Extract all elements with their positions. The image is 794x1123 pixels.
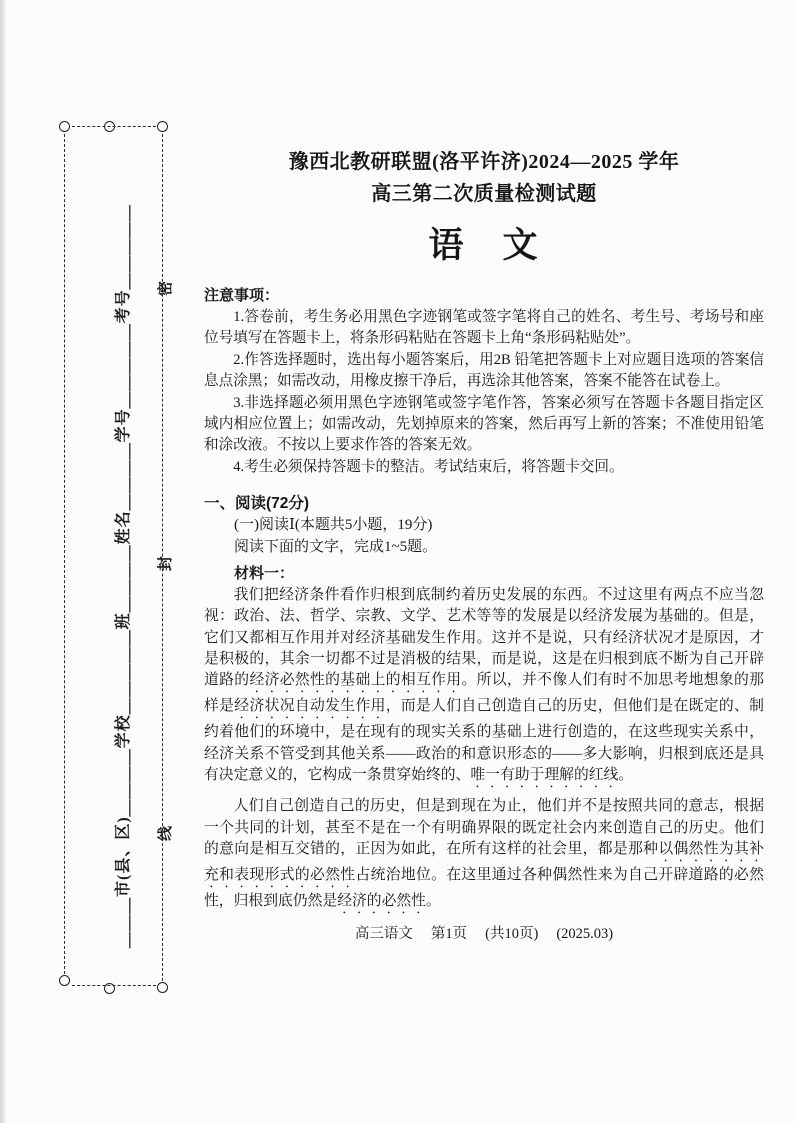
seal-line-char: 密 [158,280,174,296]
seal-line-char: 线 [158,825,174,841]
subsection-title: (一)阅读Ⅰ(本题共5小题，19分) [234,517,433,534]
material-label: 材料一： [234,564,295,582]
emphasized-text: 唯一有助于理解的红线 [470,767,619,784]
material-paragraph [204,585,764,791]
paragraph-text: 我们把经济条件看作归根到底制约着历史发展的东西。不过这里有两点不应当忽视：政治、法、哲学、宗教、文学、艺术等等的发展是以经济发展为基础的。但是，它们又都相互作用并对经济基础发生作用。这并不是说，只有经济状况才是原因，才是积极的，其余一切都不过是消极的结果，而是说，这是在归根到底不断为自己开辟道路的 [204,586,764,689]
page-footer [204,922,764,943]
seal-line-char: 封 [158,555,174,571]
material-paragraphs [204,585,764,917]
subject-title: 语 文 [428,226,540,265]
notice-item-1: 1.答卷前，考生务必用黑色字迹钢笔或签字笔将自己的姓名、考生号、考场号和座位号填写在答题卡上，将条形码粘贴在答题卡上角“条形码粘贴处”。 [204,309,764,347]
paragraph-text: 。 [618,767,634,784]
paragraph-text: 。所以，并不像人们有时不加思考地想象的那样是 [204,672,764,715]
paragraph-text: 人们自己创造自己的历史，但是到现在为止，他们并不是按照共同的意志，根据一个共同的计划，甚至不是在一个有明确界限的既定社会内来创造自己的历史。他们的意向是相互交错的，正因为如此，在所有这样的社会里，都是那种 [204,798,764,858]
student-info-strip: ＿＿＿市(县、区)＿＿＿＿学校＿＿＿＿＿班＿＿＿＿姓名＿＿＿＿学号＿＿＿＿＿考号＿＿＿＿＿ [115,204,132,948]
footer-date: (2025.03) [556,926,614,942]
paragraph-text: ，而是人们自己创造自己的历史，但他们是在既定的、制约着他们的环境中，是在现有的现实关系的基础上进行创造的，在这些现实关系中，经济关系不管受到其他关系——政治的和意识形态的——多大影响，归根到底还是具有决定意义的，它构成一条贯穿始终的、 [204,698,764,784]
footer-course: 高三语文 [354,926,413,942]
notice-section [204,284,764,478]
notice-heading: 注意事项： [204,287,280,304]
exam-title-line1: 豫西北教研联盟(洛平许济)2024—2025 学年 [288,151,680,173]
scan-shadow [0,0,7,1123]
paragraph-text: 。 [425,893,441,910]
material-paragraph [204,796,764,917]
emphasized-text: 经济的必然性 [337,893,426,910]
exam-title-line2: 高三第二次质量检测试题 [371,183,597,205]
notice-item-2: 2.作答选择题时，选出每小题答案后，用2B 铅笔把答题卡上对应题目选项的答案信息点涂黑；如需改动，用橡皮擦干净后，再选涂其他答案，答案不能答在试卷上。 [204,351,764,390]
notice-item-3: 3.非选择题必须用黑色字迹钢笔或签字笔作答，答案必须写在答题卡各题目指定区域内相应位置上；如需改动，先划掉原来的答案，然后再写上新的答案；不准使用铅笔和涂改液。不按以上要求作答的答案无效。 [204,394,764,454]
emphasized-text: 经济必然性的基础上的相互作用 [249,672,462,689]
registration-circle [157,982,168,993]
paragraph-text: 占统治地位。在这里通过各种偶然性来为自己开辟道路的必然性，归根到底仍然是 [204,867,764,910]
footer-page-total: (共10页) [485,926,539,942]
registration-circle [59,975,70,986]
registration-circle [157,121,168,132]
registration-circle [59,121,70,132]
binding-dashed-line-top [72,126,156,127]
main-content [204,146,764,922]
footer-page-number: 第1页 [430,926,468,942]
binding-dashed-line-bottom [72,985,156,986]
reading-instruction: 阅读下面的文字，完成1~5题。 [234,539,438,556]
section-title: 一、阅读(72分) [204,495,310,513]
notice-item-4: 4.考生必须保持答题卡的整洁。考试结束后，将答题卡交回。 [233,458,624,475]
emphasized-text: 以偶然性为其补充和表现形式的必然性 [204,841,764,884]
binding-dashed-line-left [64,134,65,974]
reading-section [204,491,764,917]
emphasized-text: 经济状况自动发生作用 [234,698,386,715]
